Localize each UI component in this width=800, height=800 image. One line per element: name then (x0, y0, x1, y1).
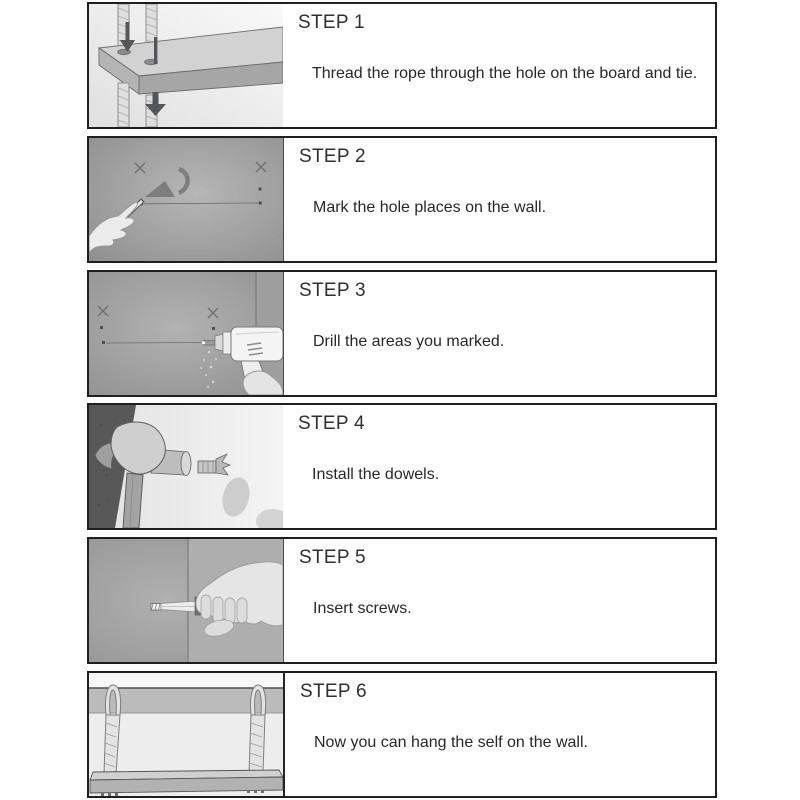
step-description: Drill the areas you marked. (313, 333, 505, 350)
step-label: STEP 1 (298, 12, 365, 33)
step-2-panel (87, 136, 717, 263)
rope-through-board-illustration (89, 4, 283, 127)
step-4-text-area (283, 405, 715, 528)
drill-on-wall-illustration (89, 272, 283, 395)
step-4-drawing (89, 405, 283, 528)
step-3-drawing (89, 272, 283, 395)
step-6-panel (87, 671, 717, 798)
step-1-panel (87, 2, 717, 129)
guide-line (106, 343, 205, 344)
step-1-drawing (89, 4, 283, 127)
screwdriver-in-wall-illustration (89, 539, 283, 662)
step-description: Thread the rope through the hole on the board and tie. (312, 65, 698, 82)
step-4-panel (87, 403, 717, 530)
step-description: Mark the hole places on the wall. (313, 199, 547, 216)
wall-background (89, 138, 283, 261)
step-6-text-area (283, 673, 715, 796)
shelf-hanging-on-wall-illustration (89, 673, 283, 796)
step-3-text-area (283, 272, 715, 395)
hammer-and-dowel-illustration (89, 405, 283, 528)
step-description: Insert screws. (313, 600, 412, 617)
step-label: STEP 3 (299, 280, 366, 301)
step-5-drawing (89, 539, 283, 662)
step-description: Install the dowels. (312, 466, 440, 483)
step-label: STEP 2 (299, 146, 366, 167)
rope-end-pin (154, 37, 157, 64)
screw (151, 604, 161, 611)
step-6-drawing (89, 673, 283, 796)
step-3-panel (87, 270, 717, 397)
step-label: STEP 5 (299, 547, 366, 568)
step-5-panel (87, 537, 717, 664)
step-1-text-area (283, 4, 715, 127)
step-description: Now you can hang the self on the wall. (314, 734, 588, 751)
hand-marking-wall-illustration (89, 138, 283, 261)
step-label: STEP 6 (300, 681, 367, 702)
step-2-drawing (89, 138, 283, 261)
step-label: STEP 4 (298, 413, 365, 434)
step-2-text-area (283, 138, 715, 261)
step-5-text-area (283, 539, 715, 662)
